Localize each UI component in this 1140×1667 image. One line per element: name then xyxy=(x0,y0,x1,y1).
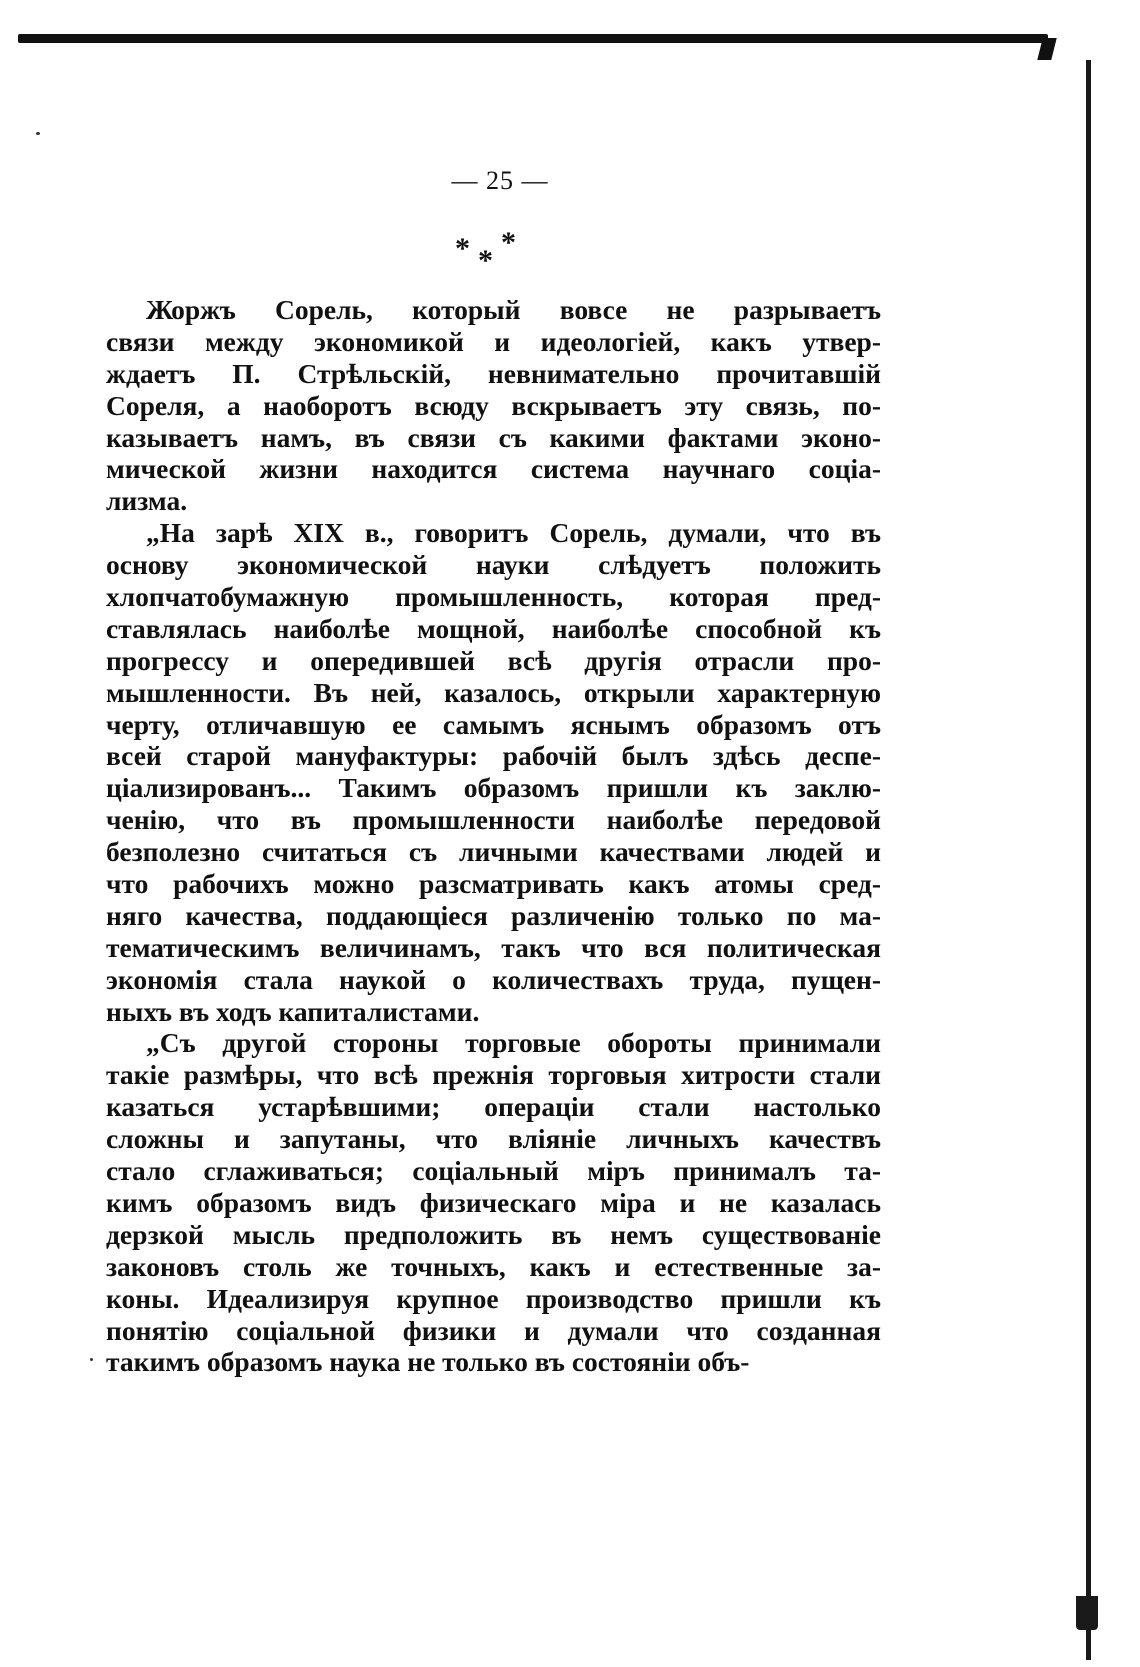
asterism-separator xyxy=(455,226,516,277)
body-text xyxy=(106,294,881,1378)
text-line: няго качества, поддающiеся различенiю только по ма- xyxy=(106,899,881,931)
text-line: безполезно считаться съ личными качествами людей и xyxy=(106,836,881,868)
scan-speck xyxy=(36,132,40,135)
text-line: всей старой мануфактуры: рабочiй былъ здѣсь деспе- xyxy=(106,740,881,772)
text-line: основу экономической науки слѣдуетъ положить xyxy=(106,549,881,581)
text-line: ныхъ въ ходъ капиталистами. xyxy=(106,995,480,1027)
text-line: связи между экономикой и идеологiей, какъ утвер- xyxy=(106,325,881,357)
text-line: кимъ образомъ видъ физическаго мiра и не казалась xyxy=(106,1186,881,1218)
text-line: дерзкой мысль предположить въ немъ существованiе xyxy=(106,1218,881,1250)
text-line: лизма. xyxy=(106,485,188,517)
text-line: черту, отличавшую ее самымъ яснымъ образомъ отъ xyxy=(106,708,881,740)
text-line: „Съ другой стороны торговые обороты принимали xyxy=(146,1027,881,1059)
text-line: ждаетъ П. Стрѣльскiй, невнимательно прочитавшiй xyxy=(106,357,881,389)
asterism-star: * xyxy=(478,244,493,277)
text-line: тематическимъ величинамъ, такъ что вся политическая xyxy=(106,931,881,963)
text-line: казываетъ намъ, въ связи съ какими фактами эконо- xyxy=(106,421,881,453)
text-line: хлопчатобумажную промышленность, которая пред- xyxy=(106,581,881,613)
text-line: „На зарѣ XIX в., говоритъ Сорель, думали, что въ xyxy=(146,517,881,549)
page-number: — 25 — xyxy=(451,166,549,195)
text-line: такимъ образомъ наука не только въ состоянiи объ- xyxy=(106,1346,750,1378)
text-line: ставлялась наиболѣе мощной, наиболѣе способной къ xyxy=(106,612,881,644)
paragraph xyxy=(106,294,881,517)
right-page-edge-bottom xyxy=(1076,1596,1098,1630)
text-line: мической жизни находится система научнаго соцiа- xyxy=(106,453,881,485)
text-line: экономiя стала наукой о количествахъ труда, пущен- xyxy=(106,963,881,995)
text-line: стало сглаживаться; соцiальный мiръ принималъ та- xyxy=(106,1155,881,1187)
text-line: сложны и запутаны, что влiянiе личныхъ качествъ xyxy=(106,1123,881,1155)
text-line: такiе размѣры, что всѣ прежнiя торговыя хитрости стали xyxy=(106,1059,881,1091)
text-line: прогрессу и опередившей всѣ другiя отрасли про- xyxy=(106,644,881,676)
text-line: коны. Идеализируя крупное производство пришли къ xyxy=(106,1282,881,1314)
text-line: законовъ столь же точныхъ, какъ и естественные за- xyxy=(106,1250,881,1282)
text-line: мышленности. Въ ней, казалось, открыли характерную xyxy=(106,676,881,708)
text-line: цiализированъ... Такимъ образомъ пришли къ заклю- xyxy=(106,772,881,804)
asterism-star: * xyxy=(501,226,516,259)
text-line: казаться устарѣвшими; операцiи стали настолько xyxy=(106,1091,881,1123)
asterism-star: * xyxy=(455,232,470,265)
paragraph xyxy=(106,1027,881,1378)
text-line: понятiю соцiальной физики и думали что созданная xyxy=(106,1314,881,1346)
text-line: ченiю, что въ промышленности наиболѣе передовой xyxy=(106,804,881,836)
right-page-edge xyxy=(1086,60,1091,1660)
scan-speck xyxy=(90,1358,93,1361)
paragraph xyxy=(106,517,881,1027)
top-border-rule xyxy=(18,34,1048,43)
text-line: Жоржъ Сорель, который вовсе не разрываетъ xyxy=(146,294,881,325)
text-line: Сореля, а наоборотъ всюду вскрываетъ эту связь, по- xyxy=(106,389,881,421)
text-line: что рабочихъ можно разсматривать какъ атомы сред- xyxy=(106,868,881,900)
